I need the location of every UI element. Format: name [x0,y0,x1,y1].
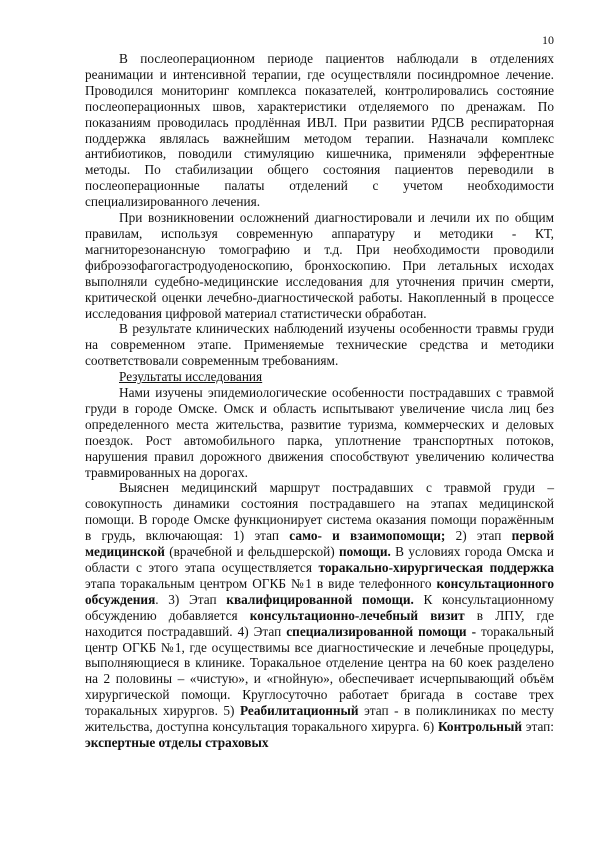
bold-phrase: экспертные отделы страховых [85,734,269,750]
text-run: В условиях города Омска и области с этого этапа осуществляется [85,544,554,575]
bold-phrase: Контрольный [437,719,522,735]
text-run: . 3) Этап [155,591,227,607]
document-body [85,51,554,751]
text-run: в ЛПУ, где находится пострадавший. 4) Этап [85,607,554,639]
text-run: этап: [521,719,554,735]
text-run: этапа торакальным центром ОГКБ №1 в виде телефонного [85,575,437,591]
bold-phrase: квалифицированной помощи. [226,591,414,607]
text-run: Выяснен медицинский маршрут пострадавших с травмой груди – совокупность динамики состояния пострадавшего на этапах медицинской помощи. В городе Омске функционирует система оказания помощи поражённым в грудь, включающая: 1) этап [85,480,554,544]
bold-phrase: торакально-хирургическая поддержка [318,560,555,575]
paragraph-postoperative-care: В послеоперационном периоде пациентов наблюдали в отделениях реанимации и интенсивной терапии, где осуществляли посиндромное лечение. Проводился мониторинг комплекса показателей, контролировались состояние послеоперационных швов, характеристики отделяемого по дренажам. По показаниям проводилась продлённая ИВЛ. При развитии РДСВ респираторная поддержка являлась важнейшим методом терапии. Назначали комплекс антибиотиков, поводили стимуляцию кишечника, применяли эфферентные методы. По стабилизации общего состояния пациентов переводили в послеоперационные палаты отделений с учетом необходимости специализированного лечения. [85,51,554,210]
paragraph-medical-route [85,480,554,750]
bold-phrase: консультационно-лечебный визит [249,607,465,623]
paragraph-clinical-observations: В результате клинических наблюдений изучены особенности травмы груди на современном этапе. Применяемые технические средства и методики соответствовали современным требованиям. [85,321,554,369]
page-number: 10 [542,33,554,47]
text-run: торакальный центр ОГКБ №1, где осуществимы все диагностические и лечебные процедуры, выполняющиеся в клинике. Торакальное отделение центра на 60 коек разделено на 2 половины – «чистую», и «гнойную», обеспечивает исчерпывающий объём хирургической помощи. Круглосуточно работает бригада в составе трех торакальных хирургов. 5) [85,623,554,719]
bold-phrase: первой медицинской [85,528,555,560]
text-run: этап - в поликлиниках по месту жительства, доступна консультация торакального хирурга. 6) [85,703,554,735]
text-run: К консультационному обсуждению добавляется [85,591,554,623]
paragraph-epidemiology: Нами изучены эпидемиологические особенности пострадавших с травмой груди в городе Омске. Омск и область испытывают увеличение числа лиц без определенного места жительства, развитие туризма, коммерческих и деловых поездок. Рост автомобильного парка, уплотнение транспортных потоков, нарушения правил дорожного движения способствуют увеличению количества травмированных на дорогах. [85,385,554,480]
paragraph-complications: При возникновении осложнений диагностировали и лечили их по общим правилам, используя современную аппаратуру и методики - КТ, магниторезонансную томографию и т.д. При необходимости проводили фиброэзофагогастродуоденоскопию, бронхоскопию. При летальных исходах выполняли судебно-медицинские исследования для уточнения причин смерти, критической оценки лечебно-диагностической работы. Накопленный в процессе исследования цифровой материал статистически обработан. [85,210,554,321]
bold-phrase: само- и взаимопомощи; [289,528,446,544]
bold-phrase: помощи. [339,544,391,560]
bold-phrase: специализированной помощи - [286,623,477,639]
bold-phrase: Реабилитационный [239,703,359,719]
section-heading [85,369,554,385]
bold-phrase: консультационного обсуждения [85,575,554,607]
section-heading-text: Результаты исследования [119,369,263,385]
text-run: (врачебной и фельдшерской) [164,544,339,560]
text-run: 2) этап [445,528,512,544]
